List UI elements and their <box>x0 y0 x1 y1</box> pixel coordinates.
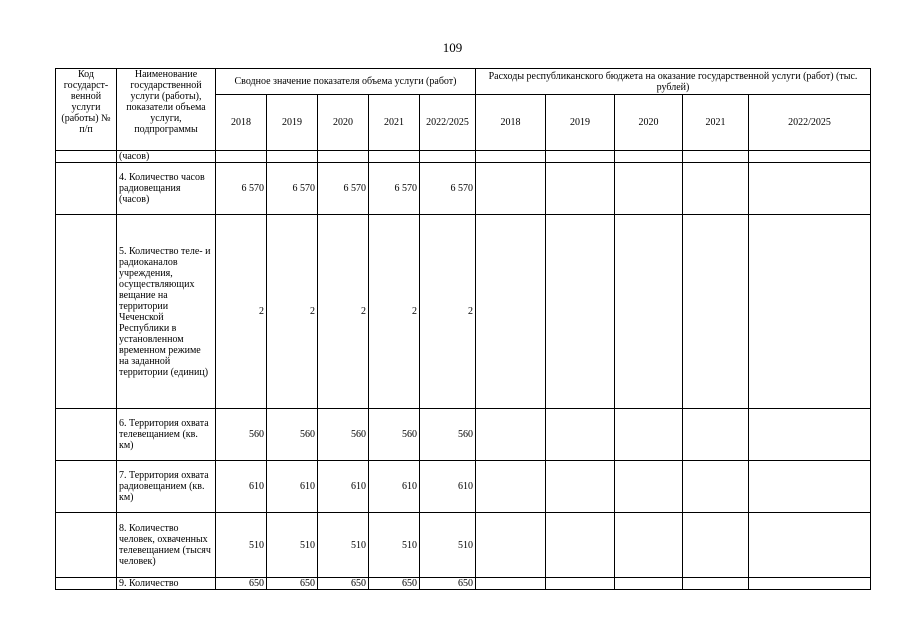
volume-value: 510 <box>267 513 318 578</box>
volume-value: 610 <box>216 461 267 513</box>
expense-value <box>683 461 749 513</box>
volume-value: 610 <box>369 461 420 513</box>
volume-value: 650 <box>369 578 420 590</box>
expense-value <box>683 163 749 215</box>
volume-value: 650 <box>318 578 369 590</box>
volume-value <box>369 151 420 163</box>
volume-value: 6 570 <box>216 163 267 215</box>
expense-value <box>683 409 749 461</box>
expense-value <box>476 513 546 578</box>
volume-value: 650 <box>267 578 318 590</box>
volume-value: 560 <box>216 409 267 461</box>
expense-value <box>683 215 749 409</box>
header-name: Наименование государственной услуги (работы), показатели объема услуги, подпрограммы <box>117 69 216 151</box>
table-row <box>56 409 871 461</box>
header-expense-group: Расходы республиканского бюджета на оказание государственной услуги (работ) (тыс. рублей) <box>476 69 871 95</box>
volume-value: 2 <box>216 215 267 409</box>
expense-value <box>749 461 871 513</box>
header-volume-year: 2022/2025 <box>420 95 476 151</box>
header-expense-year: 2019 <box>546 95 615 151</box>
header-expense-year: 2020 <box>615 95 683 151</box>
volume-value: 560 <box>420 409 476 461</box>
volume-value: 6 570 <box>369 163 420 215</box>
header-expense-year: 2018 <box>476 95 546 151</box>
expense-value <box>615 513 683 578</box>
expense-value <box>683 151 749 163</box>
page-number: 109 <box>442 40 463 55</box>
expense-value <box>546 513 615 578</box>
expense-value <box>476 461 546 513</box>
row-code <box>56 513 117 578</box>
header-volume-group: Сводное значение показателя объема услуги (работ) <box>216 69 476 95</box>
expense-value <box>546 409 615 461</box>
volume-value <box>267 151 318 163</box>
volume-value: 6 570 <box>318 163 369 215</box>
expense-value <box>749 409 871 461</box>
row-code <box>56 409 117 461</box>
expense-value <box>476 409 546 461</box>
volume-value: 6 570 <box>267 163 318 215</box>
volume-value: 560 <box>369 409 420 461</box>
table-row <box>56 461 871 513</box>
expense-value <box>476 215 546 409</box>
table-row <box>56 215 871 409</box>
expense-value <box>749 163 871 215</box>
row-code <box>56 163 117 215</box>
expense-value <box>615 215 683 409</box>
volume-value: 610 <box>318 461 369 513</box>
header-expense-year: 2021 <box>683 95 749 151</box>
expense-value <box>749 215 871 409</box>
row-name: 6. Территория охвата телевещанием (кв. км) <box>117 409 216 461</box>
header-code: Код государст-венной услуги (работы) № п/п <box>56 69 117 151</box>
expense-value <box>749 578 871 590</box>
volume-value: 560 <box>267 409 318 461</box>
expense-value <box>615 578 683 590</box>
header-volume-year: 2021 <box>369 95 420 151</box>
table-row <box>56 151 871 163</box>
expense-value <box>476 151 546 163</box>
expense-value <box>476 578 546 590</box>
volume-value: 610 <box>420 461 476 513</box>
volume-value <box>420 151 476 163</box>
header-volume-year: 2018 <box>216 95 267 151</box>
expense-value <box>476 163 546 215</box>
expense-value <box>749 513 871 578</box>
volume-value: 560 <box>318 409 369 461</box>
row-name: 4. Количество часов радиовещания (часов) <box>117 163 216 215</box>
volume-value: 510 <box>369 513 420 578</box>
table-row <box>56 163 871 215</box>
row-name: 9. Количество <box>117 578 216 590</box>
volume-value: 610 <box>267 461 318 513</box>
volume-value: 510 <box>318 513 369 578</box>
expense-value <box>683 513 749 578</box>
row-name: 7. Территория охвата радиовещанием (кв. км) <box>117 461 216 513</box>
volume-value: 510 <box>216 513 267 578</box>
expense-value <box>615 151 683 163</box>
volume-value: 2 <box>267 215 318 409</box>
header-expense-year: 2022/2025 <box>749 95 871 151</box>
volume-value: 2 <box>369 215 420 409</box>
row-code <box>56 215 117 409</box>
expense-value <box>546 151 615 163</box>
volume-value: 510 <box>420 513 476 578</box>
row-code <box>56 578 117 590</box>
volume-value: 6 570 <box>420 163 476 215</box>
volume-value: 650 <box>420 578 476 590</box>
expense-value <box>683 578 749 590</box>
expense-value <box>546 163 615 215</box>
expense-value <box>546 461 615 513</box>
expense-value <box>546 215 615 409</box>
row-name: 8. Количество человек, охваченных телевещанием (тысяч человек) <box>117 513 216 578</box>
expense-value <box>749 151 871 163</box>
expense-value <box>615 409 683 461</box>
row-code <box>56 461 117 513</box>
expense-value <box>615 163 683 215</box>
volume-value: 650 <box>216 578 267 590</box>
row-code <box>56 151 117 163</box>
row-name: 5. Количество теле- и радиоканалов учреждения, осуществляющих вещание на территории Чеченской Республики в установленном временном режиме на заданной территории (единиц) <box>117 215 216 409</box>
volume-value: 2 <box>420 215 476 409</box>
volume-value <box>216 151 267 163</box>
header-volume-year: 2019 <box>267 95 318 151</box>
header-volume-year: 2020 <box>318 95 369 151</box>
expense-value <box>546 578 615 590</box>
expense-value <box>615 461 683 513</box>
volume-value: 2 <box>318 215 369 409</box>
row-name: (часов) <box>117 151 216 163</box>
table-row <box>56 513 871 578</box>
volume-value <box>318 151 369 163</box>
table-row <box>56 578 871 590</box>
budget-table <box>55 68 871 590</box>
